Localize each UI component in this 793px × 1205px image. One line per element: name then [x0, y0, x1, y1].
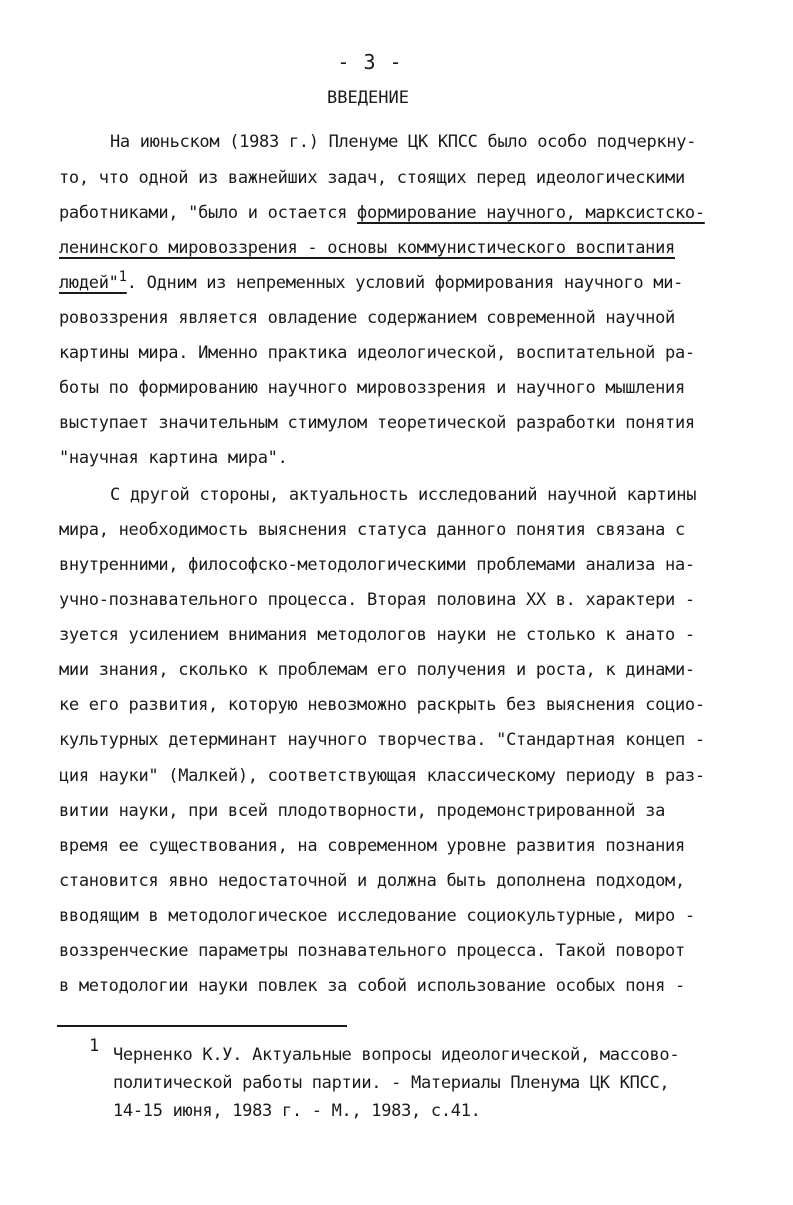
paragraph-2-line-12: становится явно недостаточной и должна быть дополнена подходом,	[59, 871, 685, 891]
footnote-line-3: 14-15 июня, 1983 г. - М., 1983, с.41.	[113, 1101, 481, 1121]
footnote-marker: 1	[89, 1036, 100, 1056]
paragraph-2-line-5: зуется усилением внимания методологов науки не столько к анато -	[59, 625, 695, 645]
paragraph-2-line-1: С другой стороны, актуальность исследований научной картины	[110, 485, 697, 505]
paragraph-2-line-14: воззренческие параметры познавательного процесса. Такой поворот	[59, 941, 685, 961]
paragraph-1-line-6: ровоззрения является овладение содержанием современной научной	[59, 308, 675, 328]
paragraph-1-line-5-rest: . Одним из непременных условий формирования научного ми-	[126, 273, 684, 293]
page-title: ВВЕДЕНИЕ	[327, 88, 409, 108]
paragraph-1-line-2: то, что одной из важнейших задач, стоящих перед идеологическими	[59, 168, 685, 188]
paragraph-1-line-5	[59, 271, 683, 296]
paragraph-2-line-15: в методологии науки повлек за собой использование особых поня -	[59, 976, 685, 996]
paragraph-1-line-8: боты по формированию научного мировоззрения и научного мышления	[59, 378, 685, 398]
paragraph-1-line-4	[59, 236, 675, 260]
paragraph-1-line-7: картины мира. Именно практика идеологической, воспитательной ра-	[59, 343, 695, 363]
paragraph-2-line-7: ке его развития, которую невозможно раскрыть без выяснения социо-	[59, 695, 705, 715]
page-number: - 3 -	[337, 50, 403, 74]
paragraph-2-line-10: витии науки, при всей плодотворности, продемонстрированной за	[59, 801, 666, 821]
footnote-divider	[57, 1025, 347, 1027]
paragraph-2-line-9: ция науки" (Малкей), соответствующая классическому периоду в раз-	[59, 766, 705, 786]
paragraph-2-line-2: мира, необходимость выяснения статуса данного понятия связана с	[59, 520, 685, 540]
footnote-line-2: политической работы партии. - Материалы Пленума ЦК КПСС,	[113, 1073, 670, 1093]
footnote-reference: 1	[118, 269, 127, 285]
paragraph-1-line-1: На июньском (1983 г.) Пленуме ЦК КПСС было особо подчеркну-	[110, 132, 697, 152]
paragraph-2-line-4: учно-познавательного процесса. Вторая половина XX в. характери -	[59, 590, 695, 610]
quote-underlined-end	[59, 269, 127, 293]
quote-end-text: людей"	[59, 273, 119, 293]
paragraph-1-line-3-text: работниками, "было и остается	[59, 203, 358, 223]
paragraph-2-line-3: внутренними, философско-методологическими проблемами анализа на-	[59, 555, 695, 575]
paragraph-1-line-10: "научная картина мира".	[59, 448, 288, 468]
paragraph-2-line-11: время ее существования, на современном уровне развития познания	[59, 836, 685, 856]
footnote-line-1: Черненко К.У. Актуальные вопросы идеологической, массово-	[113, 1045, 680, 1065]
paragraph-1-line-3	[59, 201, 705, 225]
paragraph-2-line-13: вводящим в методологическое исследование социокультурные, миро -	[59, 906, 695, 926]
paragraph-1-line-9: выступает значительным стимулом теоретической разработки понятия	[59, 413, 695, 433]
paragraph-2-line-6: мии знания, сколько к проблемам его получения и роста, к динами-	[59, 660, 695, 680]
quote-underlined-middle: ленинского мировоззрения - основы коммунистического воспитания	[59, 238, 675, 258]
quote-underlined-start: формирование научного, марксистско-	[357, 203, 705, 223]
paragraph-2-line-8: культурных детерминант научного творчества. "Стандартная концеп -	[59, 730, 705, 750]
